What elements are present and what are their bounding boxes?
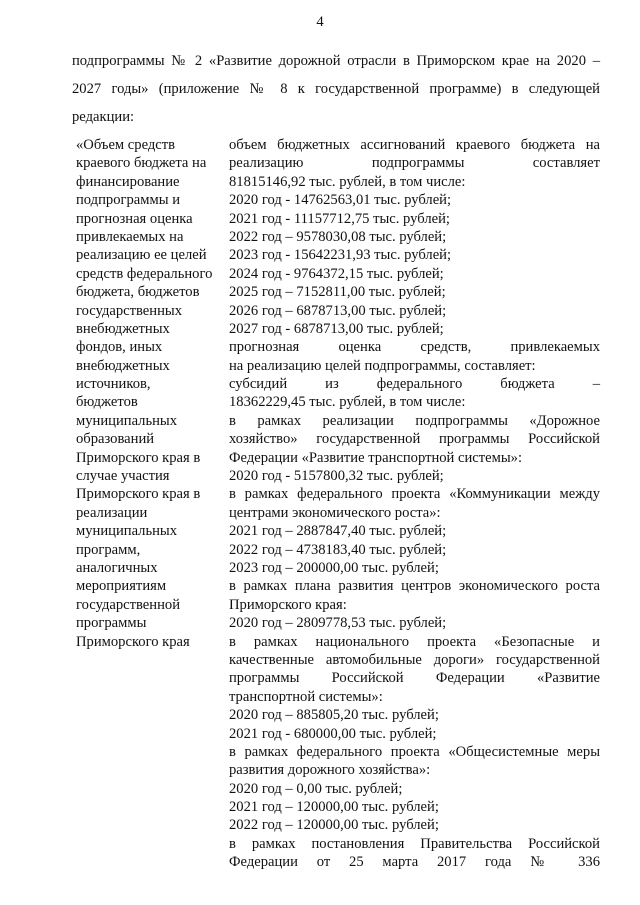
value-line: в рамках федерального проекта «Коммуникации между	[229, 486, 600, 503]
label-line: аналогичных	[76, 559, 158, 576]
value-line: 2025 год – 7152811,00 тыс. рублей;	[229, 284, 446, 301]
label-line: внебюджетных	[76, 320, 170, 337]
value-line: в рамках национального проекта «Безопасные и	[229, 633, 600, 650]
label-line: муниципальных	[76, 412, 178, 429]
value-line: Федерации от 25 марта 2017 года № 336	[229, 854, 600, 871]
label-line: государственных	[76, 302, 183, 319]
label-line: муниципальных	[76, 523, 178, 540]
value-line: 2021 год - 680000,00 тыс. рублей;	[229, 725, 437, 742]
value-line: 2021 год - 11157712,75 тыс. рублей;	[229, 210, 450, 227]
value-line: центрами экономического роста»:	[229, 504, 441, 521]
value-line: в рамках постановления Правительства Российской	[229, 835, 600, 852]
intro-line: подпрограммы № 2 «Развитие дорожной отрасли в Приморском крае на 2020 –	[72, 53, 600, 69]
value-line: 2027 год - 6878713,00 тыс. рублей;	[229, 320, 444, 337]
value-line: Федерации «Развитие транспортной системы»:	[229, 449, 523, 466]
label-line: средств федерального	[76, 265, 213, 282]
label-line: бюджетов	[76, 394, 138, 411]
value-line: 2024 год - 9764372,15 тыс. рублей;	[229, 265, 444, 282]
value-line: 2020 год – 2809778,53 тыс. рублей;	[229, 615, 447, 632]
label-line: фондов, иных	[76, 339, 163, 356]
value-line: 2023 год – 200000,00 тыс. рублей;	[229, 559, 439, 576]
label-line: программ,	[76, 541, 141, 558]
value-line: 2020 год – 885805,20 тыс. рублей;	[229, 707, 439, 724]
value-line: субсидий из федерального бюджета –	[229, 376, 600, 393]
value-line: 2022 год – 4738183,40 тыс. рублей;	[229, 541, 447, 558]
label-line: Приморского края в	[76, 486, 201, 503]
value-line: Приморского края:	[229, 596, 347, 613]
label-line: прогнозная оценка	[76, 210, 193, 227]
label-line: краевого бюджета на	[76, 155, 207, 172]
value-line: 2026 год – 6878713,00 тыс. рублей;	[229, 302, 447, 319]
label-line: случае участия	[76, 468, 170, 485]
value-line: 2020 год - 5157800,32 тыс. рублей;	[229, 468, 444, 485]
intro-line: 2027 годы» (приложение № 8 к государственной программе) в следующей	[72, 81, 600, 97]
label-line: источников,	[76, 376, 151, 393]
value-line: реализацию подпрограммы составляет	[229, 155, 600, 172]
value-line: 2022 год – 120000,00 тыс. рублей;	[229, 817, 439, 834]
label-line: мероприятиям	[76, 578, 167, 595]
intro-line: редакции:	[72, 109, 135, 125]
value-line: 2020 год – 0,00 тыс. рублей;	[229, 780, 403, 797]
value-line: хозяйство» государственной программы Российской	[229, 431, 600, 448]
label-line: образований	[76, 431, 155, 448]
value-line: качественные автомобильные дороги» государственной	[229, 651, 600, 668]
label-line: «Объем средств	[76, 137, 176, 153]
label-line: привлекаемых на	[76, 228, 184, 245]
label-line: государственной	[76, 596, 181, 613]
passport-value-column	[229, 136, 600, 872]
value-line: программы Российской Федерации «Развитие	[229, 670, 600, 687]
intro-paragraph	[72, 47, 600, 131]
label-line: Приморского края	[76, 633, 190, 650]
label-line: подпрограммы и	[76, 192, 181, 209]
value-line: прогнозная оценка средств, привлекаемых	[229, 339, 600, 356]
value-line: 2022 год – 9578030,08 тыс. рублей;	[229, 228, 447, 245]
value-line: транспортной системы»:	[229, 688, 383, 705]
value-line: объем бюджетных ассигнований краевого бюджета на	[229, 137, 600, 153]
value-line: 2021 год – 2887847,40 тыс. рублей;	[229, 523, 447, 540]
value-line: развития дорожного хозяйства»:	[229, 762, 431, 779]
value-line: 2020 год - 14762563,01 тыс. рублей;	[229, 192, 452, 209]
label-line: бюджета, бюджетов	[76, 284, 200, 301]
label-line: внебюджетных	[76, 357, 170, 374]
passport-label-column	[76, 136, 224, 651]
value-line: в рамках реализации подпрограммы «Дорожное	[229, 412, 600, 429]
label-line: Приморского края в	[76, 449, 201, 466]
page-number: 4	[316, 14, 324, 30]
value-line: 18362229,45 тыс. рублей, в том числе:	[229, 394, 466, 411]
value-line: в рамках плана развития центров экономического роста	[229, 578, 600, 595]
value-line: 2021 год – 120000,00 тыс. рублей;	[229, 799, 439, 816]
label-line: финансирование	[76, 173, 180, 190]
label-line: программы	[76, 615, 147, 632]
value-line: на реализацию целей подпрограммы, составляет:	[229, 357, 536, 374]
value-line: в рамках федерального проекта «Общесистемные меры	[229, 743, 600, 760]
value-line: 81815146,92 тыс. рублей, в том числе:	[229, 173, 466, 190]
label-line: реализацию ее целей	[76, 247, 207, 264]
label-line: реализации	[76, 504, 148, 521]
value-line: 2023 год - 15642231,93 тыс. рублей;	[229, 247, 452, 264]
